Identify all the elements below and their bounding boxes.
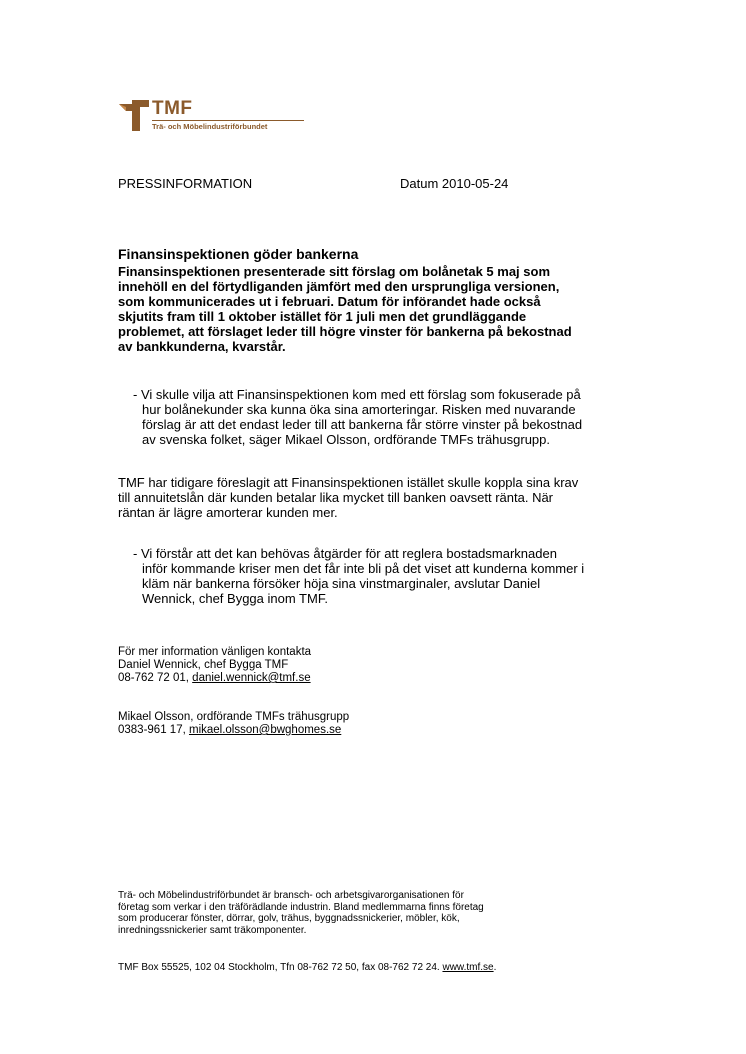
document-date: Datum 2010-05-24 <box>400 176 509 191</box>
contact-details <box>118 724 349 737</box>
contact-phone: 0383-961 17, <box>118 724 189 736</box>
logo-wordmark: TMF <box>152 98 193 119</box>
tmf-logo <box>118 98 318 138</box>
footer-line: inredningssnickerier samt träkomponenter. <box>118 924 307 936</box>
contact-phone: 08-762 72 01, <box>118 672 193 684</box>
quote-olsson <box>133 387 582 447</box>
address-suffix: . <box>493 962 497 973</box>
quote-line: - Vi förstår att det kan behövas åtgärder för att reglera bostadsmarknaden <box>133 546 557 561</box>
lead-line: problemet, att förslaget leder till högre vinster för bankerna på bekostnad <box>118 324 572 339</box>
quote-line: hur bolånekunder ska kunna öka sina amorteringar. Risken med nuvarande <box>142 402 576 417</box>
contact-details <box>118 672 311 685</box>
website-link[interactable]: www.tmf.se <box>442 962 494 973</box>
address-text: TMF Box 55525, 102 04 Stockholm, Tfn 08-762 72 50, fax 08-762 72 24. <box>118 962 443 973</box>
footer-line: Trä- och Möbelindustriförbundet är bransch- och arbetsgivarorganisationen för <box>118 890 464 901</box>
footer-line: företag som verkar i den träförädlande industrin. Bland medlemmarna finns företag <box>118 901 484 913</box>
paragraph-line: TMF har tidigare föreslagit att Finansinspektionen istället skulle koppla sina krav <box>118 475 579 490</box>
logo-divider <box>152 120 304 121</box>
quote-wennick <box>133 546 584 606</box>
quote-line: av svenska folket, säger Mikael Olsson, ordförande TMFs trähusgrupp. <box>142 432 551 447</box>
footer-about <box>118 890 484 936</box>
paragraph-line: räntan är lägre amorterar kunden mer. <box>118 505 338 520</box>
article-lead <box>118 264 572 354</box>
contact-block <box>118 711 349 737</box>
contact-name: Daniel Wennick, chef Bygga TMF <box>118 659 289 671</box>
quote-line: inför kommande kriser men det får inte bli på det viset att kunderna kommer i <box>142 561 585 576</box>
lead-line: skjutits fram till 1 oktober istället för 1 juli men det grundläggande <box>118 309 527 324</box>
contact-block <box>118 646 311 685</box>
contact-intro: För mer information vänligen kontakta <box>118 646 312 658</box>
quote-line: - Vi skulle vilja att Finansinspektionen kom med ett förslag som fokuserade på <box>133 387 581 402</box>
contact-email-link[interactable]: mikael.olsson@bwghomes.se <box>188 724 342 736</box>
tmf-logo-mark-icon <box>118 98 150 132</box>
press-label: PRESSINFORMATION <box>118 176 253 191</box>
contact-name: Mikael Olsson, ordförande TMFs trähusgrupp <box>118 711 350 723</box>
quote-line: förslag är att det endast leder till att bankerna får större vinster på bekostnad <box>142 417 583 432</box>
footer-address-line <box>118 962 496 974</box>
footer-line: som producerar fönster, dörrar, golv, trähus, byggnadssnickerier, möbler, kök, <box>118 913 460 924</box>
contact-email-link[interactable]: daniel.wennick@tmf.se <box>192 672 311 684</box>
article-title: Finansinspektionen göder bankerna <box>118 246 359 262</box>
footer-address <box>118 962 496 974</box>
lead-line: som kommunicerades ut i februari. Datum för införandet hade också <box>118 294 541 309</box>
lead-line: innehöll en del förtydliganden jämfört med den ursprungliga versionen, <box>118 279 560 294</box>
paragraph-line: till annuitetslån där kunden betalar lika mycket till banken oavsett ränta. När <box>118 490 554 505</box>
body-paragraph <box>118 475 578 520</box>
lead-line: av bankkunderna, kvarstår. <box>118 339 286 354</box>
lead-line: Finansinspektionen presenterade sitt förslag om bolånetak 5 maj som <box>118 264 551 279</box>
quote-line: Wennick, chef Bygga inom TMF. <box>142 591 328 606</box>
quote-line: kläm när bankerna försöker höja sina vinstmarginaler, avslutar Daniel <box>142 576 541 591</box>
logo-subtitle: Trä- och Möbelindustriförbundet <box>152 122 268 131</box>
